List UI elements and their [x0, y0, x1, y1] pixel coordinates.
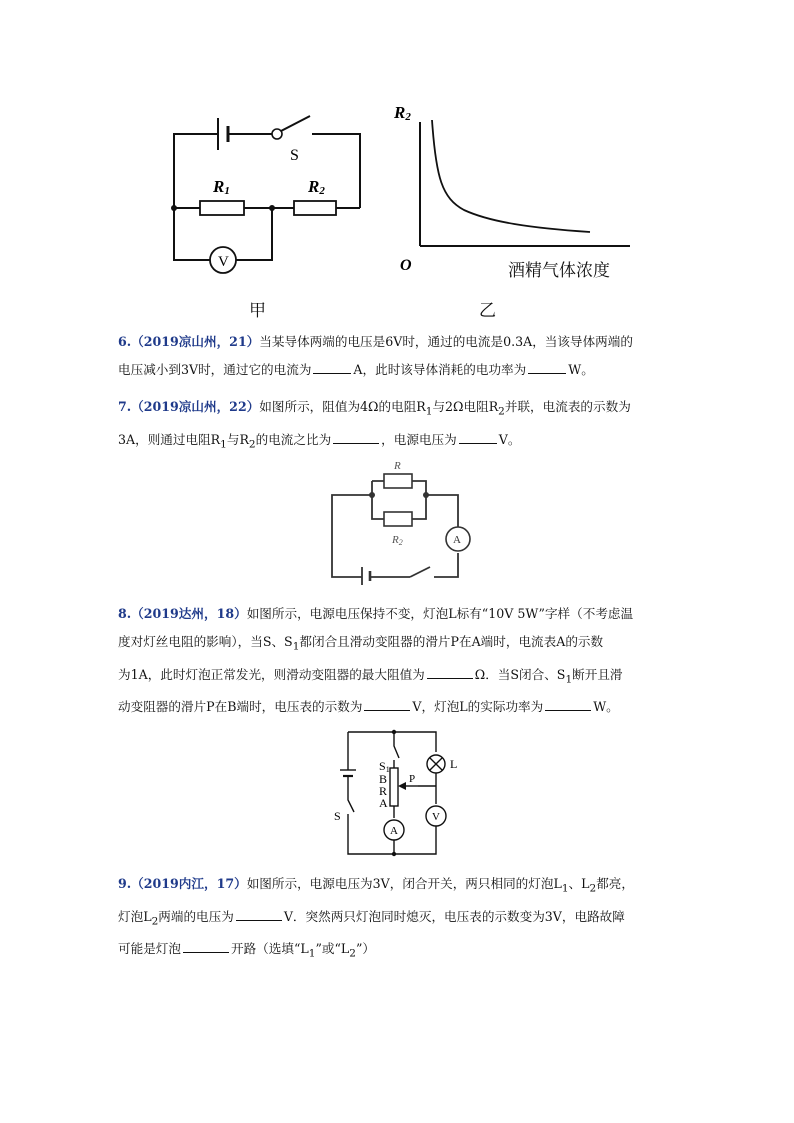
junction-dot: [392, 730, 396, 734]
subscript: 2: [498, 405, 505, 418]
question-text: ”）: [355, 941, 376, 957]
question-text: V．突然两只灯泡同时熄灭，电压表的示数变为3V，电路故障: [283, 908, 625, 924]
y-axis-label: R: [394, 103, 406, 122]
question-text: 开路（选填“L: [230, 941, 309, 957]
question-text: 两端的电压为: [158, 908, 234, 924]
question-text: 都闭合且滑动变阻器的滑片P在A端时，电流表A的示数: [299, 634, 604, 649]
question-6: [118, 328, 678, 384]
subscript: 1: [292, 640, 300, 653]
question-source: （2019达州，18）: [131, 606, 247, 621]
question-line: [118, 628, 678, 661]
ammeter-label: A: [453, 534, 461, 546]
question-7: [118, 393, 678, 458]
junction-dot: [171, 205, 177, 211]
question-text: 灯泡L: [118, 908, 152, 924]
question-text: 如图所示，电源电压为3V，闭合开关，两只相同的灯泡L: [246, 876, 562, 891]
resistor-top-label: R: [394, 460, 401, 472]
svg-text:R2: [393, 103, 411, 123]
rheostat-label: R: [379, 784, 388, 798]
caption-yi: 乙: [479, 301, 496, 321]
r2-label: R: [308, 177, 320, 196]
question-source: （2019凉山州，22）: [131, 399, 260, 414]
r1-label: R: [213, 177, 225, 196]
question-line: [118, 693, 678, 721]
caption-jia: 甲: [249, 301, 266, 321]
answer-blank[interactable]: [545, 697, 591, 711]
question-text: 都亮，: [596, 876, 634, 891]
answer-blank[interactable]: [364, 697, 410, 711]
circuit-figure-q8: [330, 726, 466, 860]
question-text: 与R: [226, 431, 249, 447]
end-a-label: A: [379, 796, 388, 810]
question-line: [118, 903, 678, 936]
answer-blank[interactable]: [459, 430, 497, 444]
question-text: 动变阻器的滑片P在B端时，电压表的示数为: [118, 699, 363, 715]
question-number: 7.: [118, 399, 132, 414]
origin-label: O: [400, 257, 412, 274]
junction-dot: [269, 205, 275, 211]
question-8: [118, 600, 678, 721]
junction-dot: [423, 492, 429, 498]
question-line: [118, 356, 678, 384]
question-text: ，电源电压为: [381, 431, 457, 447]
resistor-bottom-subscript: 2: [398, 538, 403, 547]
question-text: 如图所示，阻值为4Ω的电阻R: [259, 399, 426, 414]
lamp-label: L: [450, 757, 458, 771]
question-text: W。: [568, 362, 594, 377]
question-line: [118, 328, 678, 356]
question-line: [118, 393, 678, 426]
subscript: 1: [308, 947, 316, 960]
question-9: [118, 870, 678, 968]
subscript: 2: [248, 438, 256, 451]
question-text: 3A，则通过电阻R: [118, 431, 221, 447]
x-axis-label: 酒精气体浓度: [508, 261, 610, 281]
question-line: [118, 600, 678, 628]
subscript: 2: [589, 882, 597, 895]
answer-blank[interactable]: [333, 430, 379, 444]
subscript: 1: [561, 882, 569, 895]
question-text: 为1A，此时灯泡正常发光，则滑动变阻器的最大阻值为: [118, 666, 425, 682]
circuit-figure-jia: [160, 100, 380, 275]
answer-blank[interactable]: [313, 360, 351, 374]
question-text: A，此时该导体消耗的电功率为: [353, 362, 527, 377]
question-source: （2019凉山州，21）: [131, 334, 260, 349]
circuit-figure-q7: [326, 455, 474, 585]
question-number: 6.: [118, 334, 132, 349]
question-line: [118, 935, 678, 968]
question-text: 如图所示，电源电压保持不变，灯泡L标有“10V 5W”字样（不考虑温: [246, 606, 634, 621]
subscript: 1: [220, 438, 227, 451]
question-text: 电压减小到3V时，通过它的电流为: [118, 362, 312, 377]
r1-subscript: 1: [224, 185, 230, 197]
graph-yi: [390, 98, 640, 278]
svg-text:R2: [391, 534, 403, 547]
r2-subscript: 2: [319, 185, 325, 197]
answer-blank[interactable]: [236, 907, 282, 921]
s1-subscript: 1: [385, 765, 390, 774]
question-text: 并联，电流表的示数为: [504, 399, 631, 414]
question-source: （2019内江，17）: [131, 876, 247, 891]
question-text: W。: [593, 699, 619, 715]
resistor-bottom-label: R: [392, 534, 399, 546]
subscript: 2: [151, 915, 159, 928]
answer-blank[interactable]: [183, 939, 229, 953]
voltmeter-label: V: [218, 254, 229, 270]
answer-blank[interactable]: [528, 360, 566, 374]
question-text: V，灯泡L的实际功率为: [412, 699, 544, 715]
junction-dot: [369, 492, 375, 498]
question-text: 的电流之比为: [255, 431, 332, 447]
subscript: 1: [425, 405, 433, 418]
r2-curve: [432, 120, 590, 232]
question-line: [118, 870, 678, 903]
end-b-label: B: [379, 772, 388, 786]
question-text: 可能是灯泡: [118, 941, 181, 957]
question-number: 9.: [118, 876, 132, 891]
subscript: 2: [349, 947, 356, 960]
subscript: 1: [565, 673, 573, 686]
question-line: [118, 661, 678, 694]
voltmeter-label: V: [432, 811, 440, 823]
slider-arrow: [398, 782, 406, 790]
question-text: Ω．当S闭合、S: [474, 666, 566, 682]
question-text: 度对灯丝电阻的影响），当S、S: [118, 634, 293, 649]
question-text: ”或“L: [315, 941, 350, 957]
question-text: 、L: [568, 876, 590, 891]
question-text: 当某导体两端的电压是6V时，通过的电流是0.3A，当该导体两端的: [259, 334, 633, 349]
answer-blank[interactable]: [427, 665, 473, 679]
svg-text:R2: [307, 177, 325, 197]
question-number: 8.: [118, 606, 132, 621]
switch-label: S: [290, 147, 299, 164]
question-text: 断开且滑: [572, 666, 623, 682]
s1-label: S: [379, 759, 386, 773]
svg-text:R1: [212, 177, 230, 197]
slider-label: P: [409, 773, 416, 785]
junction-dot: [392, 852, 396, 856]
switch-s-label: S: [334, 809, 341, 823]
y-axis-subscript: 2: [405, 111, 411, 123]
question-line: [118, 426, 678, 459]
question-text: V。: [498, 431, 521, 447]
ammeter-label: A: [390, 825, 398, 837]
question-text: 与2Ω电阻R: [432, 399, 499, 414]
